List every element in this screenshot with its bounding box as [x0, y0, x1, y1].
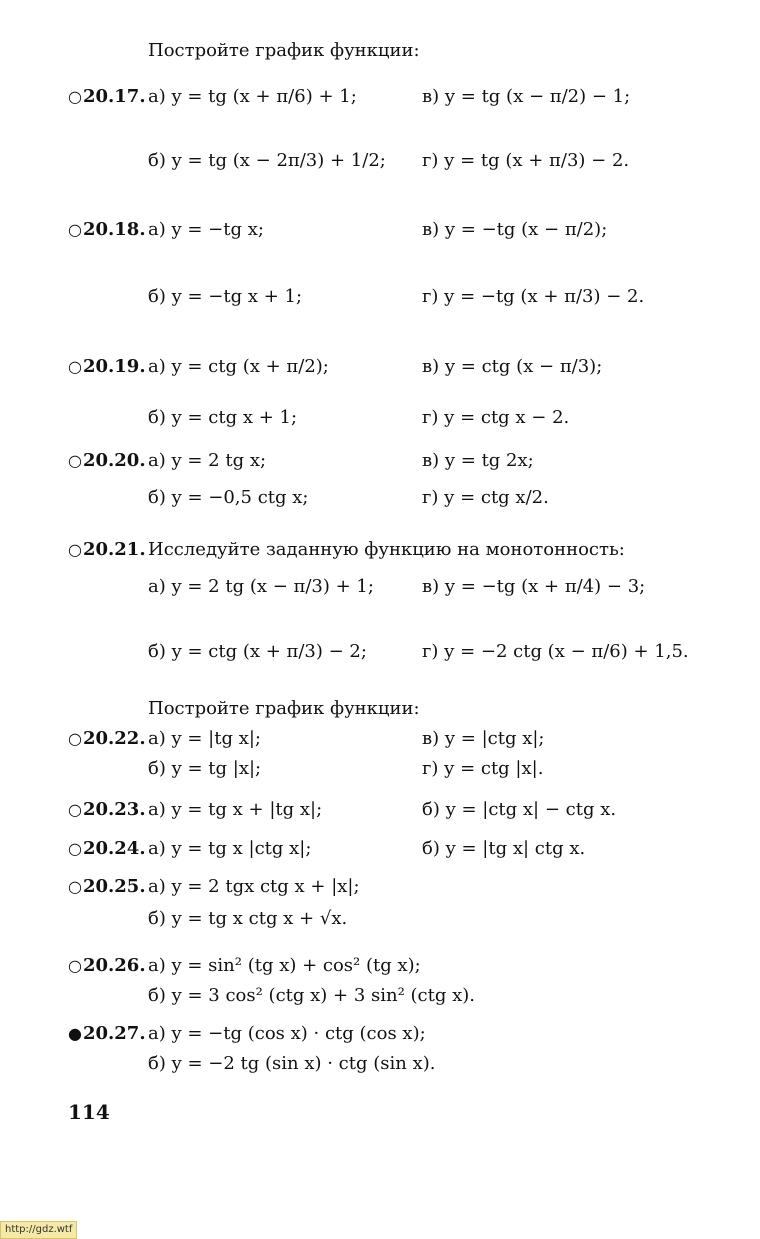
page-number: 114 [68, 1100, 110, 1124]
exercise-a: а) y = |tg x|; [148, 728, 261, 749]
exercise-b: б) y = −0,5 ctg x; [148, 487, 309, 508]
exercise-b: б) y = −tg x + 1; [148, 286, 303, 307]
exercise-a: а) y = tg (x + π/6) + 1; [148, 86, 357, 107]
problem-number: ○20.19. [68, 356, 146, 377]
exercise-a: а) y = 2 tg x; [148, 450, 267, 471]
exercise-g: г) y = ctg |x|. [422, 758, 544, 779]
watermark-link[interactable]: http://gdz.wtf [0, 1221, 77, 1239]
exercise-v: в) y = −tg (x + π/4) − 3; [422, 576, 646, 597]
exercise-b: б) y = tg (x − 2π/3) + 1/2; [148, 150, 386, 171]
section-heading: Постройте график функции: [148, 40, 420, 61]
problem-number: ○20.22. [68, 728, 146, 749]
exercise-v: в) y = tg 2x; [422, 450, 534, 471]
exercise-a: а) y = −tg (cos x) · ctg (cos x); [148, 1023, 426, 1044]
exercise-g: г) y = tg (x + π/3) − 2. [422, 150, 630, 171]
exercise-a: а) y = 2 tgx ctg x + |x|; [148, 876, 360, 897]
exercise-v: в) y = |ctg x|; [422, 728, 545, 749]
exercise-a: а) y = −tg x; [148, 219, 264, 240]
problem-number: ○20.23. [68, 799, 146, 820]
exercise-v: в) y = −tg (x − π/2); [422, 219, 608, 240]
exercise-a: а) y = tg x + |tg x|; [148, 799, 323, 820]
problem-number: ○20.20. [68, 450, 146, 471]
problem-number: ○20.25. [68, 876, 146, 897]
problem-number: ○20.21. [68, 539, 146, 560]
exercise-b: б) y = ctg x + 1; [148, 407, 298, 428]
exercise-b: б) y = |ctg x| − ctg x. [422, 799, 617, 820]
exercise-b: б) y = 3 cos² (ctg x) + 3 sin² (ctg x). [148, 985, 475, 1006]
exercise-b: б) y = −2 tg (sin x) · ctg (sin x). [148, 1053, 436, 1074]
exercise-g: г) y = −2 ctg (x − π/6) + 1,5. [422, 641, 689, 662]
exercise-a: а) y = sin² (tg x) + cos² (tg x); [148, 955, 421, 976]
exercise-b: б) y = ctg (x + π/3) − 2; [148, 641, 367, 662]
problem-title: Исследуйте заданную функцию на монотонность: [148, 539, 625, 560]
problem-number: ○20.26. [68, 955, 146, 976]
section-heading: Постройте график функции: [148, 698, 420, 719]
exercise-b: б) y = |tg x| ctg x. [422, 838, 586, 859]
exercise-v: в) y = tg (x − π/2) − 1; [422, 86, 631, 107]
exercise-b: б) y = tg x ctg x + √x. [148, 908, 348, 929]
problem-number: ○20.24. [68, 838, 146, 859]
exercise-g: г) y = −tg (x + π/3) − 2. [422, 286, 645, 307]
exercise-v: в) y = ctg (x − π/3); [422, 356, 603, 377]
exercise-a: а) y = ctg (x + π/2); [148, 356, 329, 377]
problem-number: ●20.27. [68, 1023, 146, 1044]
exercise-b: б) y = tg |x|; [148, 758, 262, 779]
exercise-g: г) y = ctg x/2. [422, 487, 549, 508]
exercise-a: а) y = 2 tg (x − π/3) + 1; [148, 576, 374, 597]
problem-number: ○20.18. [68, 219, 146, 240]
exercise-g: г) y = ctg x − 2. [422, 407, 570, 428]
problem-number: ○20.17. [68, 86, 146, 107]
exercise-a: а) y = tg x |ctg x|; [148, 838, 312, 859]
